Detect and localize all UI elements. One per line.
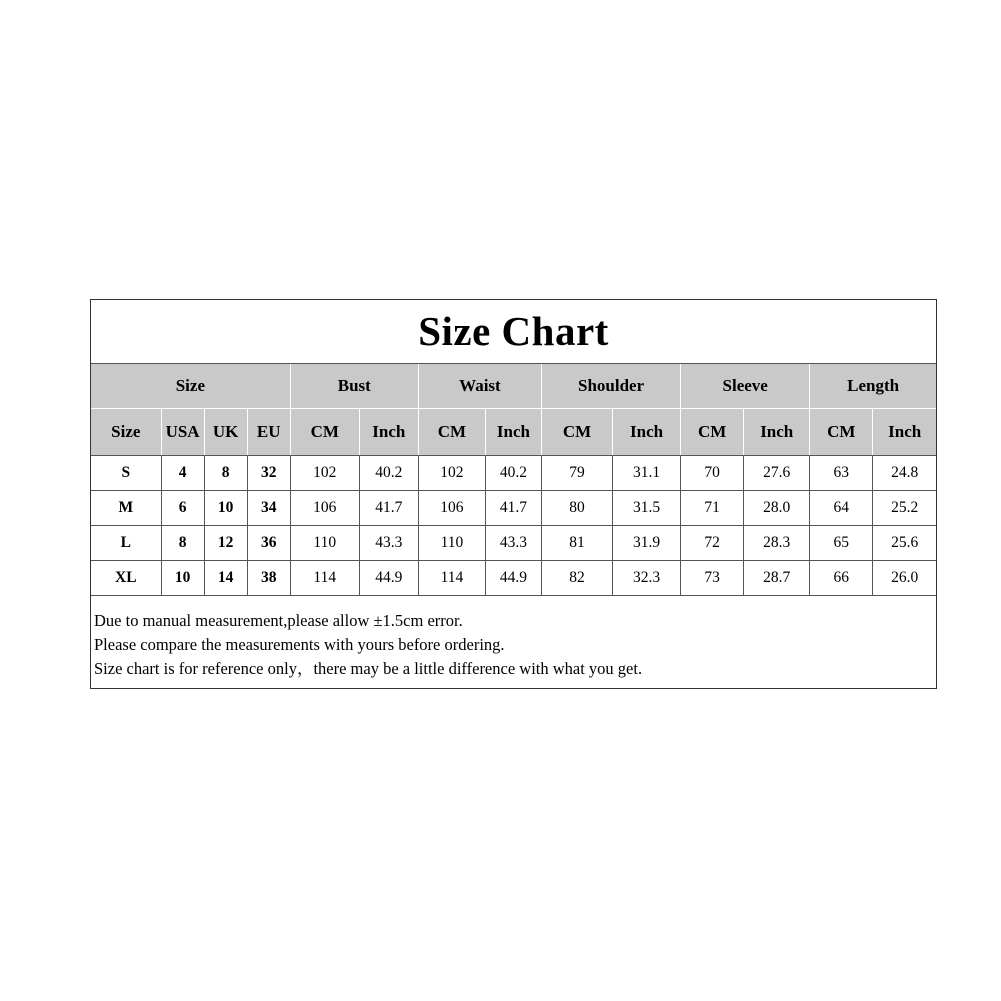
unit-header-bust-cm: CM [290, 408, 359, 455]
sleeve-inch-cell: 28.3 [744, 525, 810, 560]
size-label-cell: L [91, 525, 161, 560]
uk-size-cell: 10 [204, 490, 247, 525]
uk-size-cell: 12 [204, 525, 247, 560]
unit-header-bust-inch: Inch [359, 408, 418, 455]
shoulder-cm-cell: 79 [541, 455, 612, 490]
sleeve-inch-cell: 28.7 [744, 560, 810, 595]
unit-header-waist-inch: Inch [485, 408, 541, 455]
length-cm-cell: 64 [810, 490, 873, 525]
size-label-cell: S [91, 455, 161, 490]
shoulder-inch-cell: 31.5 [613, 490, 681, 525]
shoulder-inch-cell: 31.9 [613, 525, 681, 560]
sleeve-inch-cell: 27.6 [744, 455, 810, 490]
size-table [91, 364, 936, 596]
bust-cm-cell: 110 [290, 525, 359, 560]
unit-header-eu: EU [247, 408, 290, 455]
shoulder-cm-cell: 82 [541, 560, 612, 595]
shoulder-cm-cell: 80 [541, 490, 612, 525]
length-inch-cell: 26.0 [873, 560, 936, 595]
sleeve-inch-cell: 28.0 [744, 490, 810, 525]
table-row [91, 455, 936, 490]
usa-size-cell: 4 [161, 455, 204, 490]
unit-header-sleeve-cm: CM [681, 408, 744, 455]
group-header-sleeve: Sleeve [681, 364, 810, 408]
title-row [91, 300, 936, 364]
size-label-cell: XL [91, 560, 161, 595]
bust-inch-cell: 41.7 [359, 490, 418, 525]
uk-size-cell: 8 [204, 455, 247, 490]
group-header-waist: Waist [418, 364, 541, 408]
waist-cm-cell: 110 [418, 525, 485, 560]
group-header-row [91, 364, 936, 408]
eu-size-cell: 32 [247, 455, 290, 490]
sleeve-cm-cell: 73 [681, 560, 744, 595]
notes-section [91, 596, 936, 681]
length-inch-cell: 25.6 [873, 525, 936, 560]
waist-inch-cell: 43.3 [485, 525, 541, 560]
note-line: Due to manual measurement,please allow ±1.5cm error. [94, 610, 463, 630]
unit-header-size: Size [91, 408, 161, 455]
note-line: Size chart is for reference only，there may be a little difference with what you get. [94, 658, 643, 678]
bust-inch-cell: 43.3 [359, 525, 418, 560]
waist-cm-cell: 102 [418, 455, 485, 490]
uk-size-cell: 14 [204, 560, 247, 595]
shoulder-inch-cell: 31.1 [613, 455, 681, 490]
shoulder-cm-cell: 81 [541, 525, 612, 560]
length-inch-cell: 25.2 [873, 490, 936, 525]
unit-header-waist-cm: CM [418, 408, 485, 455]
shoulder-inch-cell: 32.3 [613, 560, 681, 595]
bust-cm-cell: 114 [290, 560, 359, 595]
group-header-length: Length [810, 364, 936, 408]
usa-size-cell: 6 [161, 490, 204, 525]
usa-size-cell: 10 [161, 560, 204, 595]
waist-cm-cell: 114 [418, 560, 485, 595]
unit-header-sleeve-inch: Inch [744, 408, 810, 455]
eu-size-cell: 34 [247, 490, 290, 525]
unit-header-shoulder-inch: Inch [613, 408, 681, 455]
table-row [91, 560, 936, 595]
table-row [91, 490, 936, 525]
unit-header-uk: UK [204, 408, 247, 455]
eu-size-cell: 38 [247, 560, 290, 595]
chart-title: Size Chart [418, 308, 609, 354]
sleeve-cm-cell: 71 [681, 490, 744, 525]
bust-inch-cell: 44.9 [359, 560, 418, 595]
unit-header-shoulder-cm: CM [541, 408, 612, 455]
waist-inch-cell: 44.9 [485, 560, 541, 595]
group-header-shoulder: Shoulder [541, 364, 680, 408]
unit-header-row [91, 408, 936, 455]
bust-inch-cell: 40.2 [359, 455, 418, 490]
bust-cm-cell: 106 [290, 490, 359, 525]
eu-size-cell: 36 [247, 525, 290, 560]
waist-inch-cell: 40.2 [485, 455, 541, 490]
sleeve-cm-cell: 70 [681, 455, 744, 490]
size-chart [90, 299, 937, 689]
waist-inch-cell: 41.7 [485, 490, 541, 525]
length-cm-cell: 63 [810, 455, 873, 490]
table-row [91, 525, 936, 560]
length-cm-cell: 65 [810, 525, 873, 560]
sleeve-cm-cell: 72 [681, 525, 744, 560]
note-line: Please compare the measurements with yours before ordering. [94, 634, 505, 654]
unit-header-length-cm: CM [810, 408, 873, 455]
unit-header-usa: USA [161, 408, 204, 455]
waist-cm-cell: 106 [418, 490, 485, 525]
group-header-size: Size [91, 364, 290, 408]
unit-header-length-inch: Inch [873, 408, 936, 455]
length-inch-cell: 24.8 [873, 455, 936, 490]
length-cm-cell: 66 [810, 560, 873, 595]
size-label-cell: M [91, 490, 161, 525]
group-header-bust: Bust [290, 364, 418, 408]
usa-size-cell: 8 [161, 525, 204, 560]
bust-cm-cell: 102 [290, 455, 359, 490]
